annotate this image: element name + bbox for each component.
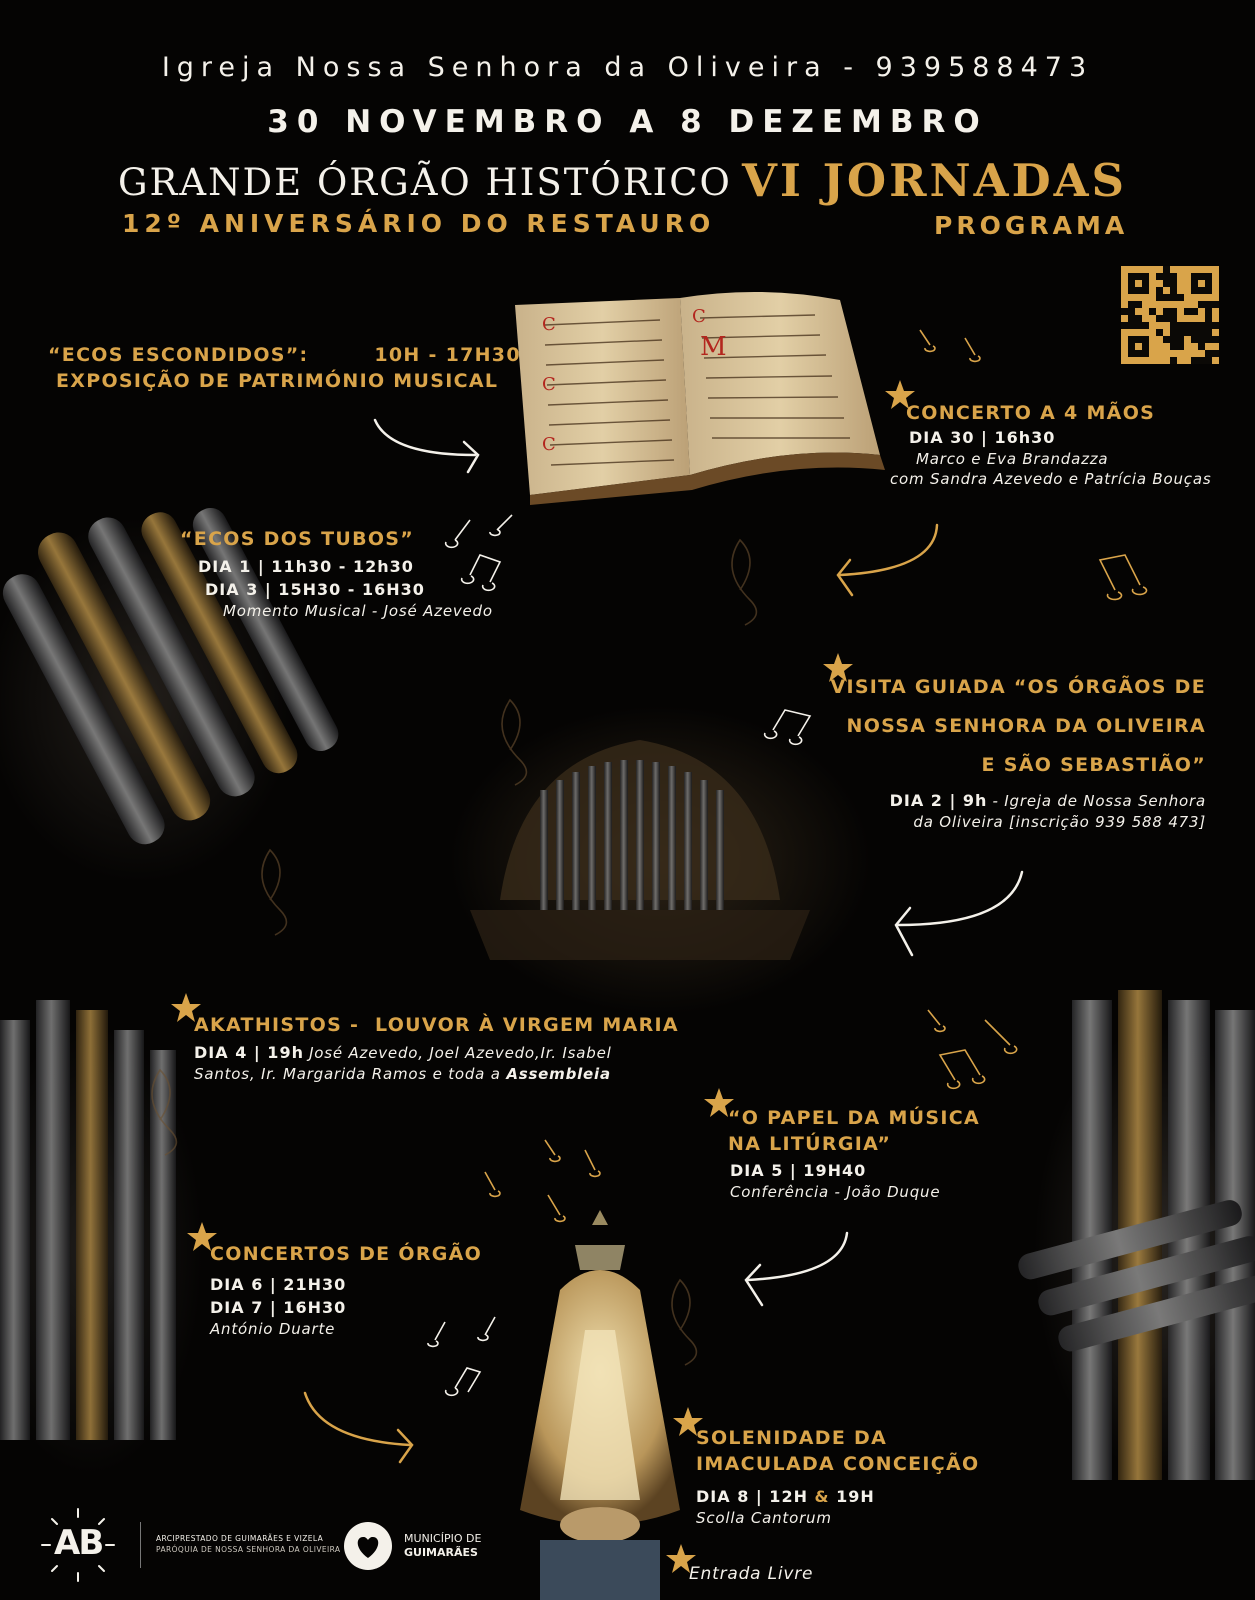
qr-module [1184,273,1191,280]
event-time-2: 19H [836,1487,875,1506]
qr-module [1198,329,1205,336]
event-day-1: DIA 1 | 11h30 - 12h30 [198,557,414,576]
qr-module [1212,301,1219,308]
qr-module [1205,266,1212,273]
qr-module [1163,301,1170,308]
event-day: DIA 30 | 16h30 [909,428,1056,447]
qr-module [1128,287,1135,294]
qr-module [1163,266,1170,273]
music-note-icon [446,1368,480,1395]
qr-module [1205,315,1212,322]
edition-title: VI JORNADAS [742,154,1128,207]
qr-module [1149,266,1156,273]
qr-module [1121,301,1128,308]
qr-module [1149,329,1156,336]
event-title-1: SOLENIDADE DA [696,1427,888,1449]
event-day-7: DIA 7 | 16H30 [210,1298,347,1317]
arrow-icon [746,1265,762,1305]
divider [140,1522,141,1568]
qr-module [1212,273,1219,280]
organ-pipes-left-lower [0,1000,176,1440]
qr-module [1135,357,1142,364]
archpriest-logo [38,1505,118,1585]
municipality-line-2: GUIMARÃES [404,1546,478,1559]
event-papel-musica [728,1105,980,1202]
svg-text:M: M [700,332,727,362]
music-note-icon [585,1150,600,1176]
qr-module [1149,357,1156,364]
qr-module [1163,315,1170,322]
music-note-icon [1100,555,1147,599]
qr-module [1198,350,1205,357]
music-note-icon [490,515,512,535]
qr-module [1163,357,1170,364]
event-performers: Marco e Eva Brandazza [916,450,1109,468]
event-title-3: E SÃO SEBASTIÃO” [981,754,1206,776]
qr-module [1184,329,1191,336]
municipality-text [404,1532,481,1560]
qr-module [1128,343,1135,350]
qr-module [1170,308,1177,315]
qr-module [1163,308,1170,315]
qr-module [1121,336,1128,343]
event-title-2: IMACULADA CONCEIÇÃO [696,1453,980,1475]
qr-module [1212,280,1219,287]
qr-module [1149,280,1156,287]
qr-module [1128,336,1135,343]
qr-module [1198,308,1205,315]
arrow-icon [464,442,478,472]
manuscript-book-image [515,292,885,505]
qr-module [1177,308,1184,315]
qr-module [1135,308,1142,315]
event-note: Conferência - João Duque [730,1183,941,1201]
qr-module [1177,343,1184,350]
event-subtitle: EXPOSIÇÃO DE PATRIMÓNIO MUSICAL [56,370,499,392]
event-concertos-orgao [210,1241,482,1339]
qr-module [1121,322,1128,329]
event-note: António Duarte [210,1320,336,1338]
event-dates: 30 NOVEMBRO A 8 DEZEMBRO [267,104,988,140]
qr-module [1163,336,1170,343]
qr-module [1170,266,1177,273]
qr-module [1198,336,1205,343]
qr-module [1135,343,1142,350]
event-title: CONCERTOS DE ÓRGÃO [210,1243,483,1265]
qr-module [1212,329,1219,336]
qr-module [1156,350,1163,357]
event-ecos-escondidos [48,342,521,394]
qr-module [1205,308,1212,315]
qr-module [1191,273,1198,280]
qr-module [1205,280,1212,287]
qr-module [1212,315,1219,322]
qr-module [1177,266,1184,273]
qr-module [1128,357,1135,364]
qr-module [1184,350,1191,357]
qr-module [1170,287,1177,294]
qr-module [1142,301,1149,308]
qr-module [1128,280,1135,287]
qr-module [1121,294,1128,301]
event-title: AKATHISTOS - LOUVOR À VIRGEM MARIA [194,1014,679,1036]
qr-module [1121,350,1128,357]
qr-module [1156,336,1163,343]
event-performers: José Azevedo, Joel Azevedo,Ir. Isabel [309,1044,612,1062]
event-day-6: DIA 6 | 21H30 [210,1275,347,1294]
qr-module [1121,329,1128,336]
event-note: Momento Musical - José Azevedo [223,602,493,620]
archpriest-line-2: PARÓQUIA DE NOSSA SENHORA DA OLIVEIRA [156,1545,341,1554]
qr-module [1184,336,1191,343]
music-note-icon [545,1140,560,1161]
qr-module [1156,273,1163,280]
qr-module [1191,280,1198,287]
qr-module [1191,322,1198,329]
qr-module [1128,315,1135,322]
qr-module [1177,273,1184,280]
qr-module [1149,287,1156,294]
music-note-icon [485,1172,500,1196]
svg-text:C: C [692,306,706,327]
archpriest-logo-mark: AB [54,1523,103,1563]
qr-module [1170,280,1177,287]
qr-module [1205,357,1212,364]
qr-module [1163,322,1170,329]
qr-module [1170,294,1177,301]
qr-module [1184,280,1191,287]
qr-module [1191,308,1198,315]
qr-module [1128,273,1135,280]
music-note-icon [920,330,935,351]
qr-module [1121,287,1128,294]
anniversary-subtitle: 12º ANIVERSÁRIO DO RESTAURO [122,209,716,238]
qr-module [1177,294,1184,301]
qr-module [1212,350,1219,357]
qr-module [1121,280,1128,287]
qr-module [1177,350,1184,357]
qr-module [1170,357,1177,364]
qr-module [1163,280,1170,287]
organ-pipes-left-upper [0,458,344,850]
qr-module [1128,294,1135,301]
qr-module [1177,287,1184,294]
qr-module [1184,266,1191,273]
qr-module [1121,273,1128,280]
music-note-icon [928,1010,945,1031]
qr-module [1128,301,1135,308]
qr-module [1170,301,1177,308]
qr-module [1128,350,1135,357]
qr-module [1156,322,1163,329]
event-title-2: NOSSA SENHORA DA OLIVEIRA [846,715,1206,737]
qr-module [1212,308,1219,315]
event-solenidade [696,1425,979,1528]
qr-module [1142,287,1149,294]
qr-module [1205,329,1212,336]
event-concerto-4-maos [890,400,1211,489]
qr-module [1149,315,1156,322]
qr-module [1205,343,1212,350]
event-ecos-tubos [180,526,493,621]
archpriest-line-1: ARCIPRESTADO DE GUIMARÃES E VIZELA [156,1534,324,1543]
event-visita-guiada [746,668,1206,832]
event-title: CONCERTO A 4 MÃOS [906,402,1156,424]
qr-module [1163,287,1170,294]
qr-module [1205,350,1212,357]
church-contact: Igreja Nossa Senhora da Oliveira - 939588473 [161,52,1094,83]
qr-module [1142,329,1149,336]
event-note: Scolla Cantorum [696,1509,832,1527]
qr-module [1121,266,1128,273]
arrow-icon [840,525,937,575]
qr-module [1212,343,1219,350]
qr-module [1177,322,1184,329]
qr-module [1170,329,1177,336]
event-time: 10H - 17H30 [374,344,521,366]
qr-module [1128,266,1135,273]
qr-module [1135,287,1142,294]
event-day: DIA 4 | 19h [194,1043,304,1062]
qr-module [1184,357,1191,364]
event-akathistos [194,1012,679,1084]
qr-module [1191,294,1198,301]
event-performers-bold: Assembleia [506,1065,611,1083]
event-title-1: “O PAPEL DA MÚSICA [728,1107,980,1129]
qr-module [1198,287,1205,294]
qr-module [1142,350,1149,357]
virgin-statue-image [520,1210,680,1600]
qr-module [1191,287,1198,294]
qr-module [1121,308,1128,315]
qr-module [1121,343,1128,350]
qr-module [1156,343,1163,350]
organ-pipes-right-lower [1016,990,1255,1480]
qr-module [1149,294,1156,301]
qr-module [1149,336,1156,343]
program-label: PROGRAMA [934,211,1129,240]
qr-module [1184,294,1191,301]
arrow-icon [398,1430,412,1462]
qr-module [1170,315,1177,322]
qr-module [1212,266,1219,273]
qr-module [1163,329,1170,336]
event-day-3: DIA 3 | 15H30 - 16H30 [205,580,425,599]
qr-module [1135,336,1142,343]
qr-module [1205,336,1212,343]
arrow-icon [305,1393,410,1445]
qr-module [1212,336,1219,343]
music-note-icon [548,1195,565,1221]
qr-module [1142,315,1149,322]
music-note-icon [985,1020,1017,1053]
qr-module [1142,294,1149,301]
qr-module [1212,322,1219,329]
qr-module [1135,301,1142,308]
qr-module [1149,301,1156,308]
qr-module [1191,357,1198,364]
municipality-logo [344,1522,392,1570]
svg-text:C: C [542,374,556,395]
qr-module [1198,280,1205,287]
qr-module [1149,273,1156,280]
qr-module [1184,315,1191,322]
organ-title: GRANDE ÓRGÃO HISTÓRICO [118,161,732,204]
qr-module [1177,329,1184,336]
qr-module [1177,315,1184,322]
qr-module [1149,322,1156,329]
qr-module [1177,301,1184,308]
qr-module [1163,273,1170,280]
free-entry: Entrada Livre [689,1564,814,1584]
qr-module [1184,301,1191,308]
qr-module [1205,322,1212,329]
qr-module [1198,266,1205,273]
qr-module [1170,343,1177,350]
qr-module [1205,273,1212,280]
qr-module [1198,357,1205,364]
qr-module [1177,357,1184,364]
event-detail: - Igreja de Nossa Senhora [992,792,1206,810]
qr-module [1135,350,1142,357]
svg-text:C: C [542,434,556,455]
event-title-2: NA LITÚRGIA” [728,1133,892,1155]
qr-module [1198,315,1205,322]
qr-module [1142,357,1149,364]
qr-module [1156,266,1163,273]
qr-module [1184,287,1191,294]
qr-module [1128,308,1135,315]
event-title-1: VISITA GUIADA “OS ÓRGÃOS DE [830,676,1206,698]
qr-module [1135,294,1142,301]
arrow-icon [748,1233,847,1280]
qr-module [1212,357,1219,364]
event-day: DIA 8 | 12H [696,1487,808,1506]
qr-module [1205,301,1212,308]
qr-module [1198,301,1205,308]
arrow-icon [375,420,475,455]
qr-module [1212,287,1219,294]
archpriest-text [156,1533,340,1555]
qr-module [1156,329,1163,336]
arrow-icon [838,560,852,595]
event-ampersand: & [814,1487,830,1506]
qr-module [1156,357,1163,364]
qr-module [1135,266,1142,273]
qr-module [1191,336,1198,343]
qr-module [1156,294,1163,301]
qr-module [1149,343,1156,350]
qr-module [1191,315,1198,322]
qr-module [1121,315,1128,322]
qr-module [1163,350,1170,357]
qr-module [1135,322,1142,329]
qr-module [1128,322,1135,329]
qr-module [1170,336,1177,343]
qr-module [1191,329,1198,336]
qr-module [1184,308,1191,315]
event-day: DIA 5 | 19H40 [730,1161,867,1180]
qr-module [1142,343,1149,350]
qr-module [1170,273,1177,280]
qr-module [1170,322,1177,329]
qr-module [1149,350,1156,357]
qr-module [1135,329,1142,336]
qr-module [1142,308,1149,315]
qr-module [1184,322,1191,329]
qr-module [1177,280,1184,287]
qr-module [1191,350,1198,357]
qr-module [1135,280,1142,287]
qr-module [1156,315,1163,322]
event-performers-2: com Sandra Azevedo e Patrícia Bouças [890,470,1212,488]
qr-module [1149,308,1156,315]
qr-module [1198,294,1205,301]
event-title: “ECOS DOS TUBOS” [180,528,415,550]
qr-module [1142,322,1149,329]
qr-module [1128,329,1135,336]
qr-module [1205,294,1212,301]
qr-module [1191,343,1198,350]
music-note-icon [940,1050,985,1088]
qr-module [1142,266,1149,273]
event-day: DIA 2 | 9h [889,791,988,810]
qr-module [1205,287,1212,294]
qr-module [1156,308,1163,315]
qr-module [1198,343,1205,350]
qr-module [1156,287,1163,294]
event-performers-2: Santos, Ir. Margarida Ramos e toda a [194,1065,501,1083]
qr-module [1163,343,1170,350]
qr-module [1184,343,1191,350]
qr-module [1163,294,1170,301]
qr-module [1191,301,1198,308]
qr-module [1135,273,1142,280]
qr-module [1156,301,1163,308]
qr-module [1156,280,1163,287]
arrow-icon [896,908,912,955]
qr-module [1142,336,1149,343]
qr-module [1142,280,1149,287]
qr-module [1191,266,1198,273]
qr-module [1212,294,1219,301]
qr-module [1198,322,1205,329]
qr-module [1135,315,1142,322]
municipality-line-1: MUNICÍPIO DE [404,1532,482,1545]
svg-text:C: C [542,314,556,335]
arrow-icon [898,872,1022,925]
music-note-icon [965,338,980,361]
qr-module [1198,273,1205,280]
qr-module [1142,273,1149,280]
event-detail-2: da Oliveira [inscrição 939 588 473] [913,813,1206,831]
qr-module [1170,350,1177,357]
qr-module [1121,357,1128,364]
qr-code[interactable] [1121,266,1219,364]
event-title: “ECOS ESCONDIDOS”: [48,344,309,366]
qr-module [1177,336,1184,343]
